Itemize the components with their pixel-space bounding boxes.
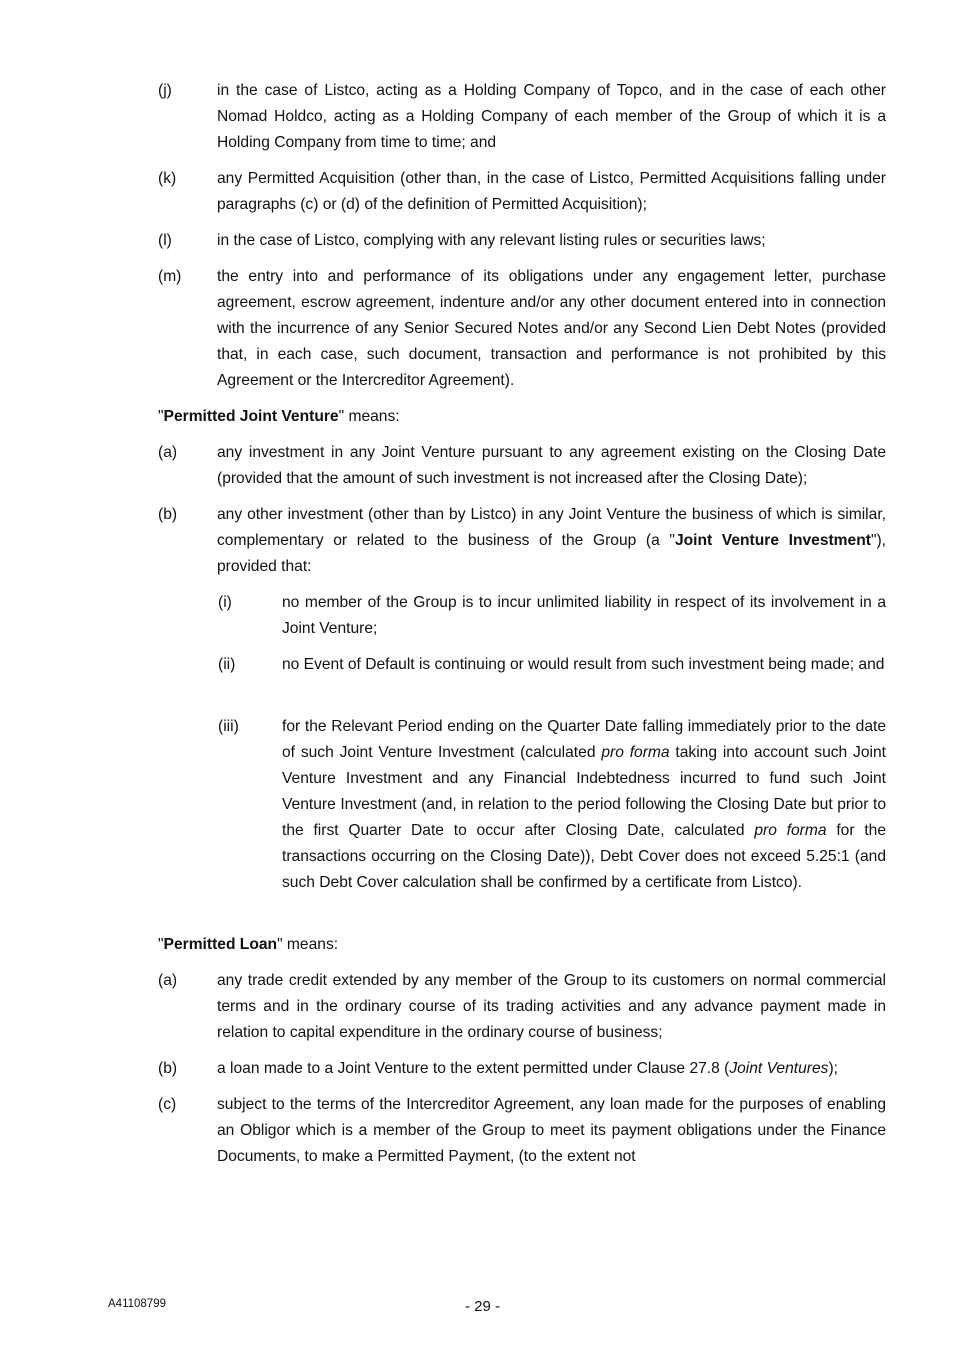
item-label: (b) — [158, 1060, 178, 1077]
item-text: for the Relevant Period ending on the Quarter Date falling immediately prior to the date of such Joint Venture Investment (calculated pro forma taking into account such Joint Venture Investment and any Financial Indebtedness incurred to fund such Joint Venture Investment (and, in relation to the period following the Closing Date but prior to the first Quarter Date to occur after Closing Date, calculated pro forma for the transactions occurring on the Closing Date)), Debt Cover does not exceed 5.25:1 (and such Debt Cover calculation shall be confirmed by a certificate from Listco). — [282, 718, 887, 891]
defined-term: Joint Venture Investment — [674, 532, 871, 549]
item-label: (iii) — [218, 718, 239, 735]
item-text: any investment in any Joint Venture pursuant to any agreement existing on the Closing Date (provided that the amount of such investment is not increased after the Closing Date); — [217, 444, 886, 487]
definition-heading-joint-venture: "Permitted Joint Venture" means: — [158, 408, 400, 425]
item-text: the entry into and performance of its obligations under any engagement letter, purchase agreement, escrow agreement, indenture and/or any other document entered into in connection with the incurrence of any Senior Secured Notes and/or any Second Lien Debt Notes (provided that, in each case, such document, transaction and performance is not prohibited by this Agreement or the Intercreditor Agreement). — [217, 268, 886, 389]
item-text: in the case of Listco, acting as a Holding Company of Topco, and in the case of each other Nomad Holdco, acting as a Holding Company of each member of the Group of which it is a Holding Company from time to time; and — [217, 82, 886, 151]
item-label: (b) — [158, 506, 178, 523]
item-label: (c) — [158, 1096, 177, 1113]
defined-term: Permitted Joint Venture — [163, 408, 339, 425]
item-text: any other investment (other than by Listco) in any Joint Venture the business of which is similar, complementary or related to the business of the Group (a "Joint Venture Investment"), provided that: — [217, 506, 886, 575]
item-text: a loan made to a Joint Venture to the extent permitted under Clause 27.8 (Joint Ventures); — [217, 1060, 838, 1077]
page-number: - 29 - — [464, 1298, 500, 1315]
item-label: (a) — [158, 444, 178, 461]
item-text: in the case of Listco, complying with any relevant listing rules or securities laws; — [217, 232, 766, 249]
item-text: no member of the Group is to incur unlimited liability in respect of its involvement in a Joint Venture; — [282, 594, 886, 637]
item-text: no Event of Default is continuing or would result from such investment being made; and — [282, 656, 885, 673]
defined-term: Permitted Loan — [163, 936, 278, 953]
item-label: (k) — [158, 170, 177, 187]
document-id: A41108799 — [108, 1298, 166, 1310]
item-text: any Permitted Acquisition (other than, in the case of Listco, Permitted Acquisitions falling under paragraphs (c) or (d) of the definition of Permitted Acquisition); — [217, 170, 886, 213]
item-text: subject to the terms of the Intercreditor Agreement, any loan made for the purposes of enabling an Obligor which is a member of the Group to meet its payment obligations under the Finance Documents, to make a Permitted Payment, (to the extent not — [217, 1096, 886, 1165]
item-label: (i) — [218, 594, 232, 611]
item-label: (ii) — [218, 656, 236, 673]
item-text: any trade credit extended by any member of the Group to its customers on normal commercial terms and in the ordinary course of its trading activities and any advance payment made in relation to capital expenditure in the ordinary course of business; — [217, 972, 886, 1041]
item-label: (a) — [158, 972, 178, 989]
item-label: (j) — [158, 82, 172, 99]
item-label: (l) — [158, 232, 172, 249]
definition-heading-loan: "Permitted Loan" means: — [158, 936, 339, 953]
item-label: (m) — [158, 268, 182, 285]
